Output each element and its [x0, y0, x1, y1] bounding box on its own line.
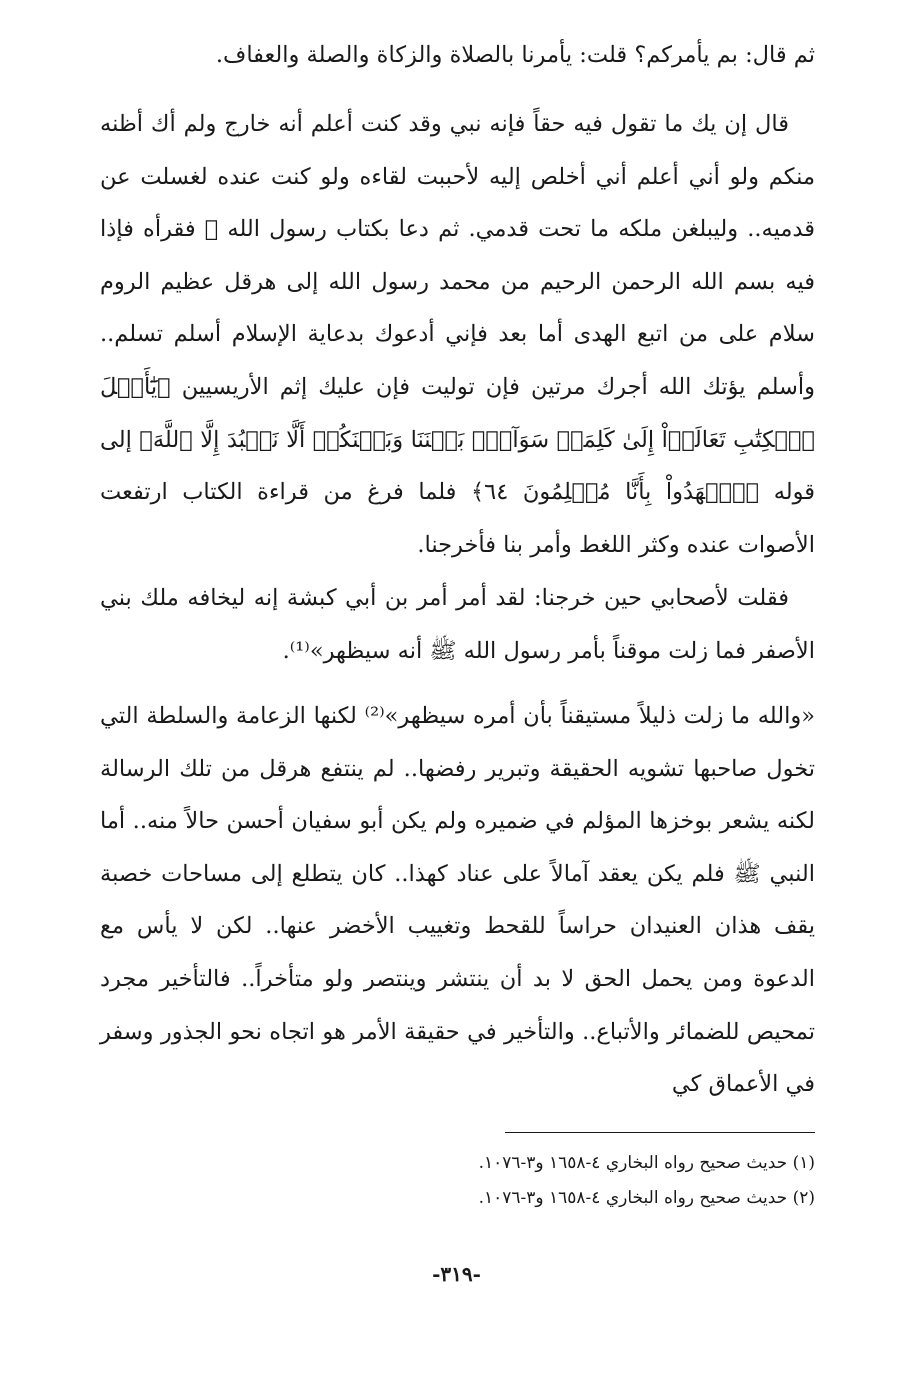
footnote-1: (١) حديث صحيح رواه البخاري ٤-١٦٥٨ و٣-١٠٧٦.: [478, 1153, 815, 1173]
footnote-2: (٢) حديث صحيح رواه البخاري ٤-١٦٥٨ و٣-١٠٧٦.: [478, 1188, 815, 1208]
paragraph-text: «والله ما زلت ذليلاً مستيقناً بأن أمره سيظهر»⁽²⁾ لكنها الزعامة والسلطة التي تخول صاحبها تشويه الحقيقة وتبرير رفضها.. لم ينتفع هرقل من تلك الرسالة لكنه يشعر بوخزها المؤلم في ضميره ولم يكن أبو سفيان أحسن حالاً منه.. أما النبي ﷺ فلم يكن يعقد آمالاً على عناد كهذا.. كان يتطلع إلى مساحات خصبة يقف هذان العنيدان حراساً للقحط وتغييب الأخضر عنها.. لكن لا يأس مع الدعوة ومن يحمل الحق لا بد أن ينتشر وينتصر ولو متأخراً.. فالتأخير مجرد تمحيص للضمائر والأتباع.. والتأخير في حقيقة الأمر هو اتجاه نحو الجذور وسفر في الأعماق كي: [100, 703, 815, 1098]
page-number: -٣١٩-: [432, 1262, 481, 1286]
paragraph-text: قال إن يك ما تقول فيه حقاً فإنه نبي وقد كنت أعلم أنه خارج ولم أك أظنه منكم ولو أني أعلم أني أخلص إليه لأحببت لقاءه ولو كنت عنده لغسلت عن قدميه.. وليبلغن ملكه ما تحت قدمي. ثم دعا بكتاب رسول الله ﷺ فقرأه فإذا فيه بسم الله الرحمن الرحيم من محمد رسول الله إلى هرقل عظيم الروم سلام على من اتبع الهدى أما بعد فإني أدعوك بدعاية الإسلام أسلم تسلم.. وأسلم يؤتك الله أجرك مرتين فإن توليت فإن عليك إثم الأريسيين ﴿يَٰٓأَهۡلَ ٱلۡكِتَٰبِ تَعَالَوۡاْ إِلَىٰ كَلِمَةٖ سَوَآءِۭ بَيۡنَنَا وَبَيۡنَكُمۡ أَلَّا نَعۡبُدَ إِلَّا ٱللَّهَ﴾ إلى قوله ﴿ٱشۡهَدُواْ بِأَنَّا مُسۡلِمُونَ ٦٤﴾ فلما فرغ من قراءة الكتاب ارتفعت الأصوات عنده وكثر اللغط وأمر بنا فأخرجنا.: [100, 111, 816, 558]
paragraph-1: [100, 29, 815, 82]
paragraph-3: [100, 572, 815, 677]
footnotes: [330, 1146, 815, 1216]
paragraph-text: فقلت لأصحابي حين خرجنا: لقد أمر أمر بن أبي كبشة إنه ليخافه ملك بني الأصفر فما زلت موقناً بأمر رسول الله ﷺ أنه سيظهر»⁽¹⁾.: [100, 585, 815, 664]
paragraph-4: [100, 690, 815, 1111]
paragraph-2: [100, 98, 815, 571]
footnote-divider: [505, 1132, 815, 1133]
paragraph-text: ثم قال: بم يأمركم؟ قلت: يأمرنا بالصلاة والزكاة والصلة والعفاف.: [215, 42, 815, 68]
